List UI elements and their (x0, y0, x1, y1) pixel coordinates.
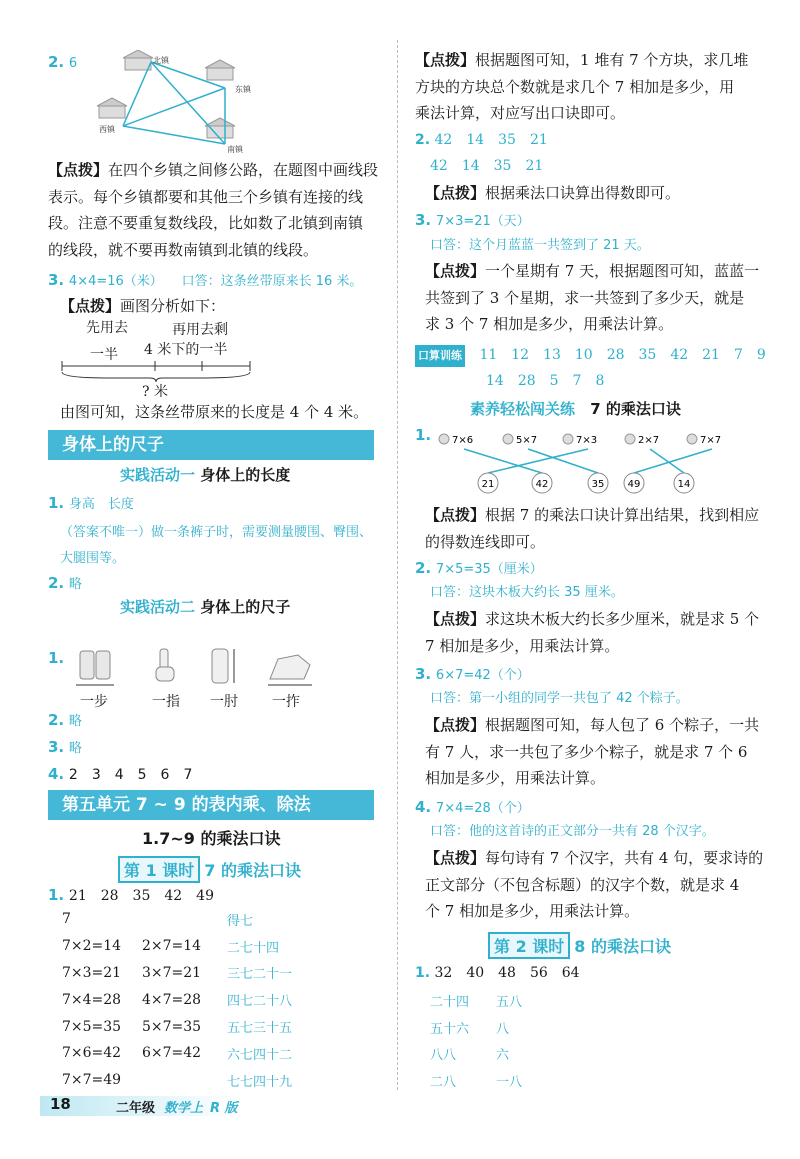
table-row (430, 1067, 522, 1094)
question-number: 1. (48, 494, 65, 512)
question-number: 3. (48, 271, 65, 289)
mental-math-training (415, 345, 766, 367)
left-q2 (48, 52, 77, 73)
lesson-2-header (488, 932, 671, 959)
result-bubble: 42 (535, 479, 549, 490)
table-cell: 2×7=14 (142, 938, 202, 955)
hint-line: 共签到了 3 个星期，求一共签到了多少天，就是 (425, 288, 745, 307)
table-row (430, 987, 522, 1014)
answer: 略 (68, 577, 82, 592)
hint-tag: 【点拨】 (425, 506, 486, 524)
hint-line: 求 3 个 7 相加是多少，用乘法计算。 (425, 315, 674, 333)
section-banner (48, 430, 378, 460)
answer-line: 大腿围等。 (60, 551, 126, 566)
table-cell: 4×7=28 (142, 991, 202, 1008)
hint-tag: 【点拨】 (425, 849, 486, 867)
table-row (62, 933, 292, 960)
unit-forearm: 一肘 (210, 694, 238, 710)
activity-1-title (120, 464, 290, 485)
table-cell: 7×2=14 (62, 938, 122, 955)
table-cell: 6×7=42 (142, 1045, 202, 1062)
table-cell: 二八 (430, 1075, 457, 1091)
table-cell: 五十六 (430, 1021, 470, 1037)
hint-1 (48, 157, 388, 263)
table-row (62, 1067, 292, 1094)
activity-2-title (120, 596, 290, 617)
l2-q1 (415, 963, 580, 983)
right-hint-5 (425, 712, 770, 792)
banner-title: 第五单元 7 ~ 9 的表内乘、除法 (62, 795, 311, 815)
column-divider (397, 40, 398, 1090)
south-town-icon (205, 118, 235, 138)
hint-text: 根据乘法口诀算出得数即可。 (485, 184, 681, 202)
question-number: 2. (48, 53, 65, 71)
match-line (650, 449, 684, 473)
mental-math-label: 口算训练 (415, 345, 465, 367)
oral-answer: 口答：他的这首诗的正文部分一共有 28 个汉字。 (430, 824, 715, 839)
answer: 2 3 4 5 6 7 (68, 767, 193, 783)
answer: 32 40 48 56 64 (434, 965, 580, 981)
activity-label: 实践活动二 (120, 598, 196, 616)
a2-q3 (48, 737, 82, 758)
lesson-box: 第 2 课时 (488, 932, 570, 959)
answer-line: 42 14 35 21 (430, 158, 544, 174)
matching-figure (428, 425, 738, 497)
practice-title (470, 398, 681, 419)
answer-line: （答案不唯一）做一条裤子时，需要测量腰围、臀围、 (60, 525, 373, 540)
result-bubble: 14 (677, 479, 691, 490)
oral-answer: 口答：这块木板大约长 35 厘米。 (430, 585, 624, 600)
expression-card: 7×7 (700, 435, 722, 446)
a2-q4 (48, 764, 192, 784)
equation: 4×4=16（米） (68, 274, 163, 289)
answer: 略 (68, 741, 82, 756)
hint-line: 根据 7 的乘法口诀计算出结果，找到相应 (485, 506, 760, 524)
lesson-title: 7 的乘法口诀 (204, 861, 301, 880)
diagram-label: ? 米 (142, 384, 168, 400)
question-number: 2. (48, 574, 65, 592)
table-cell: 三七二十一 (227, 967, 293, 983)
footer-edition: R 版 (210, 1101, 238, 1116)
multiplication-table (62, 906, 292, 1094)
question-number: 2. (415, 132, 431, 148)
oral-answer: 口答：第一小组的同学一共包了 42 个粽子。 (430, 691, 689, 706)
hint-line: 段。注意不要重复数线段，比如数了北镇到南镇 (48, 214, 364, 232)
table-cell: 3×7=21 (142, 964, 202, 981)
finger-icon (156, 649, 174, 681)
right-hint-3 (425, 502, 770, 555)
table-cell: 七七四十九 (227, 1074, 293, 1090)
table-cell: 7×5=35 (62, 1018, 122, 1035)
right-hint-0 (415, 47, 765, 127)
hint-line: 相加是多少，用乘法计算。 (425, 769, 606, 787)
table-row (430, 1014, 522, 1041)
s-q3 (415, 664, 530, 685)
table-cell: 四七二十八 (227, 994, 293, 1010)
hint-line: 个 7 相加是多少，用乘法计算。 (425, 902, 640, 920)
a1-q1-note (60, 520, 372, 572)
forearm-icon (212, 649, 234, 683)
table-row (62, 1013, 292, 1040)
hint-line: 的得数连线即可。 (425, 532, 546, 551)
oral-answer: 口答：这个月蓝蓝一共签到了 21 天。 (430, 238, 650, 253)
banner-title: 身体上的尺子 (62, 435, 164, 455)
hint-tag: 【点拨】 (415, 51, 476, 69)
hint-line: 乘法计算，对应写出口诀即可。 (415, 104, 626, 122)
result-bubble: 21 (481, 479, 495, 490)
hint-line: 求这块木板大约长多少厘米，就是求 5 个 (485, 610, 760, 628)
answer: 身高 长度 (68, 497, 134, 512)
equation: 7×4=28（个） (435, 801, 530, 816)
question-number: 3. (415, 665, 432, 683)
equation: 6×7=42（个） (435, 668, 530, 683)
expression-card: 5×7 (516, 435, 538, 446)
unit-finger: 一指 (152, 694, 180, 710)
page-footer (40, 1094, 250, 1118)
activity-name: 身体上的尺子 (200, 598, 291, 616)
table-cell: 六 (496, 1048, 510, 1064)
table-row (62, 906, 292, 933)
question-number: 2. (48, 711, 65, 729)
west-town-label: 西镇 (99, 125, 115, 134)
answer: 略 (68, 714, 82, 729)
right-hint-6 (425, 845, 770, 925)
south-town-label: 南镇 (227, 145, 243, 154)
activity-label: 实践活动一 (120, 466, 196, 484)
lesson-1-header (118, 856, 301, 883)
answer: 6 (68, 56, 78, 71)
question-number: 1. (415, 426, 432, 444)
segment-diagram (60, 318, 260, 398)
hint-line: 的线段，就不要再数南镇到北镇的线段。 (48, 240, 319, 259)
table-row (430, 1041, 522, 1068)
page-number: 18 (50, 1095, 71, 1113)
table-row (62, 1040, 292, 1067)
equation: 7×3=21（天） (435, 214, 530, 229)
table-cell: 5×7=35 (142, 1018, 202, 1035)
segment-line (60, 358, 260, 384)
road-line (123, 88, 225, 126)
table-cell: 得七 (227, 913, 254, 929)
hand-span-icon (268, 655, 312, 685)
practice-name: 7 的乘法口诀 (590, 400, 681, 418)
right-hint-2 (425, 258, 770, 338)
table-cell: 7×4=28 (62, 991, 122, 1008)
question-number: 4. (415, 798, 432, 816)
lesson-box: 第 1 课时 (118, 856, 200, 883)
unit-step: 一步 (80, 694, 108, 710)
hint-line: 每句诗有 7 个汉字，共有 4 句，要求诗的 (485, 849, 764, 867)
footer-subject: 数学上 (164, 1101, 204, 1116)
table-cell: 7×6=42 (62, 1045, 122, 1062)
question-number: 2. (415, 559, 432, 577)
equation: 7×5=35（厘米） (435, 562, 543, 577)
a1-q2 (48, 573, 82, 594)
answer-line: 14 28 5 7 8 (486, 373, 605, 389)
table-row (62, 960, 292, 987)
diagram-label: 4 米下的一半 (144, 342, 228, 358)
table-cell: 八 (496, 1021, 510, 1037)
result-bubble: 35 (591, 479, 605, 490)
diagram-label: 再用去剩 (172, 322, 228, 338)
table-cell: 六七四十二 (227, 1047, 293, 1063)
practice-label: 素养轻松闯关练 (470, 400, 576, 418)
answer-line: 42 14 35 21 (434, 132, 548, 148)
mult-8-table (430, 987, 522, 1094)
table-cell: 7 (62, 911, 71, 928)
hint-line: 有 7 人，求一共包了多少个粽子，就是求 7 个 6 (425, 742, 748, 761)
hint-line: 7 相加是多少，用乘法计算。 (425, 636, 620, 655)
lesson-title: 8 的乘法口诀 (574, 937, 671, 956)
question-number: 1. (415, 965, 431, 981)
question-number: 1. (48, 886, 65, 904)
s-q2 (415, 558, 543, 579)
diagram-label: 一半 (90, 347, 118, 363)
hint-tag: 【点拨】 (425, 262, 486, 280)
question-number: 1. (48, 649, 65, 667)
town-map-figure (95, 50, 265, 160)
conclusion-text: 由图可知，这条丝带原来的长度是 4 个 4 米。 (60, 403, 369, 421)
west-town-icon (97, 98, 127, 118)
table-cell: 7×3=21 (62, 964, 122, 981)
expression-card: 7×6 (452, 435, 474, 446)
step-icon (76, 651, 114, 685)
question-number: 4. (48, 765, 65, 783)
hint-line: 表示。每个乡镇都要和其他三个乡镇有连接的线 (48, 187, 364, 206)
oral-answer: 口答：这条丝带原来长 16 米。 (181, 274, 363, 289)
right-q2 (415, 130, 548, 150)
hint-line: 在四个乡镇之间修公路，在题图中画线段 (108, 161, 379, 179)
body-measure-figures (72, 645, 382, 695)
question-number: 3. (415, 211, 432, 229)
table-cell: 五八 (496, 994, 523, 1010)
hint-tag: 【点拨】 (48, 161, 109, 179)
a1-q1 (48, 493, 134, 514)
table-cell: 一八 (496, 1075, 523, 1091)
l1-q1 (48, 885, 214, 906)
diagram-label: 先用去 (86, 320, 128, 336)
east-town-label: 东镇 (235, 85, 251, 94)
hint-tag: 【点拨】 (425, 716, 486, 734)
result-bubble: 49 (627, 479, 641, 490)
hint-line: 正文部分（不包含标题）的汉字个数，就是求 4 (425, 875, 740, 894)
a2-q2 (48, 710, 82, 731)
footer-grade: 二年级 (116, 1101, 156, 1116)
hint-text: 画图分析如下： (120, 297, 226, 315)
hint-tag: 【点拨】 (425, 610, 486, 628)
unit-span: 一拃 (272, 694, 300, 710)
answer: 21 28 35 42 49 (68, 888, 214, 904)
table-cell: 五七三十五 (227, 1021, 293, 1037)
answer-line: 11 12 13 10 28 35 42 21 7 9 (479, 347, 766, 363)
chapter-title: 1.7~9 的乘法口诀 (142, 829, 281, 848)
hint-tag: 【点拨】 (425, 184, 486, 202)
table-cell: 二十四 (430, 994, 470, 1010)
east-town-icon (205, 60, 235, 80)
hint-line: 方块的方块总个数就是求几个 7 相加是多少，用 (415, 77, 735, 96)
table-cell (142, 906, 227, 933)
table-row (62, 986, 292, 1013)
expression-card: 2×7 (638, 435, 660, 446)
north-town-label: 北镇 (153, 56, 169, 65)
table-cell: 二七十四 (227, 940, 280, 956)
table-cell (142, 1067, 227, 1094)
table-cell: 7×7=49 (62, 1072, 122, 1089)
hint-line: 根据题图可知，1 堆有 7 个方块，求几堆 (475, 51, 749, 69)
hint-2 (60, 296, 225, 316)
hint-tag: 【点拨】 (60, 297, 121, 315)
a2-q1 (48, 648, 64, 668)
question-number: 3. (48, 738, 65, 756)
right-hint-1 (425, 183, 680, 203)
activity-name: 身体上的长度 (200, 466, 291, 484)
unit-banner (48, 790, 378, 820)
s-q4 (415, 797, 530, 818)
expression-card: 7×3 (576, 435, 598, 446)
match-line (634, 449, 712, 473)
left-q3 (48, 270, 362, 291)
right-q3 (415, 210, 530, 231)
hint-line: 一个星期有 7 天，根据题图可知，蓝蓝一 (485, 262, 760, 280)
table-cell: 八八 (430, 1048, 457, 1064)
hint-line: 根据题图可知，每人包了 6 个粽子，一共 (485, 716, 760, 734)
right-hint-4 (425, 606, 770, 659)
